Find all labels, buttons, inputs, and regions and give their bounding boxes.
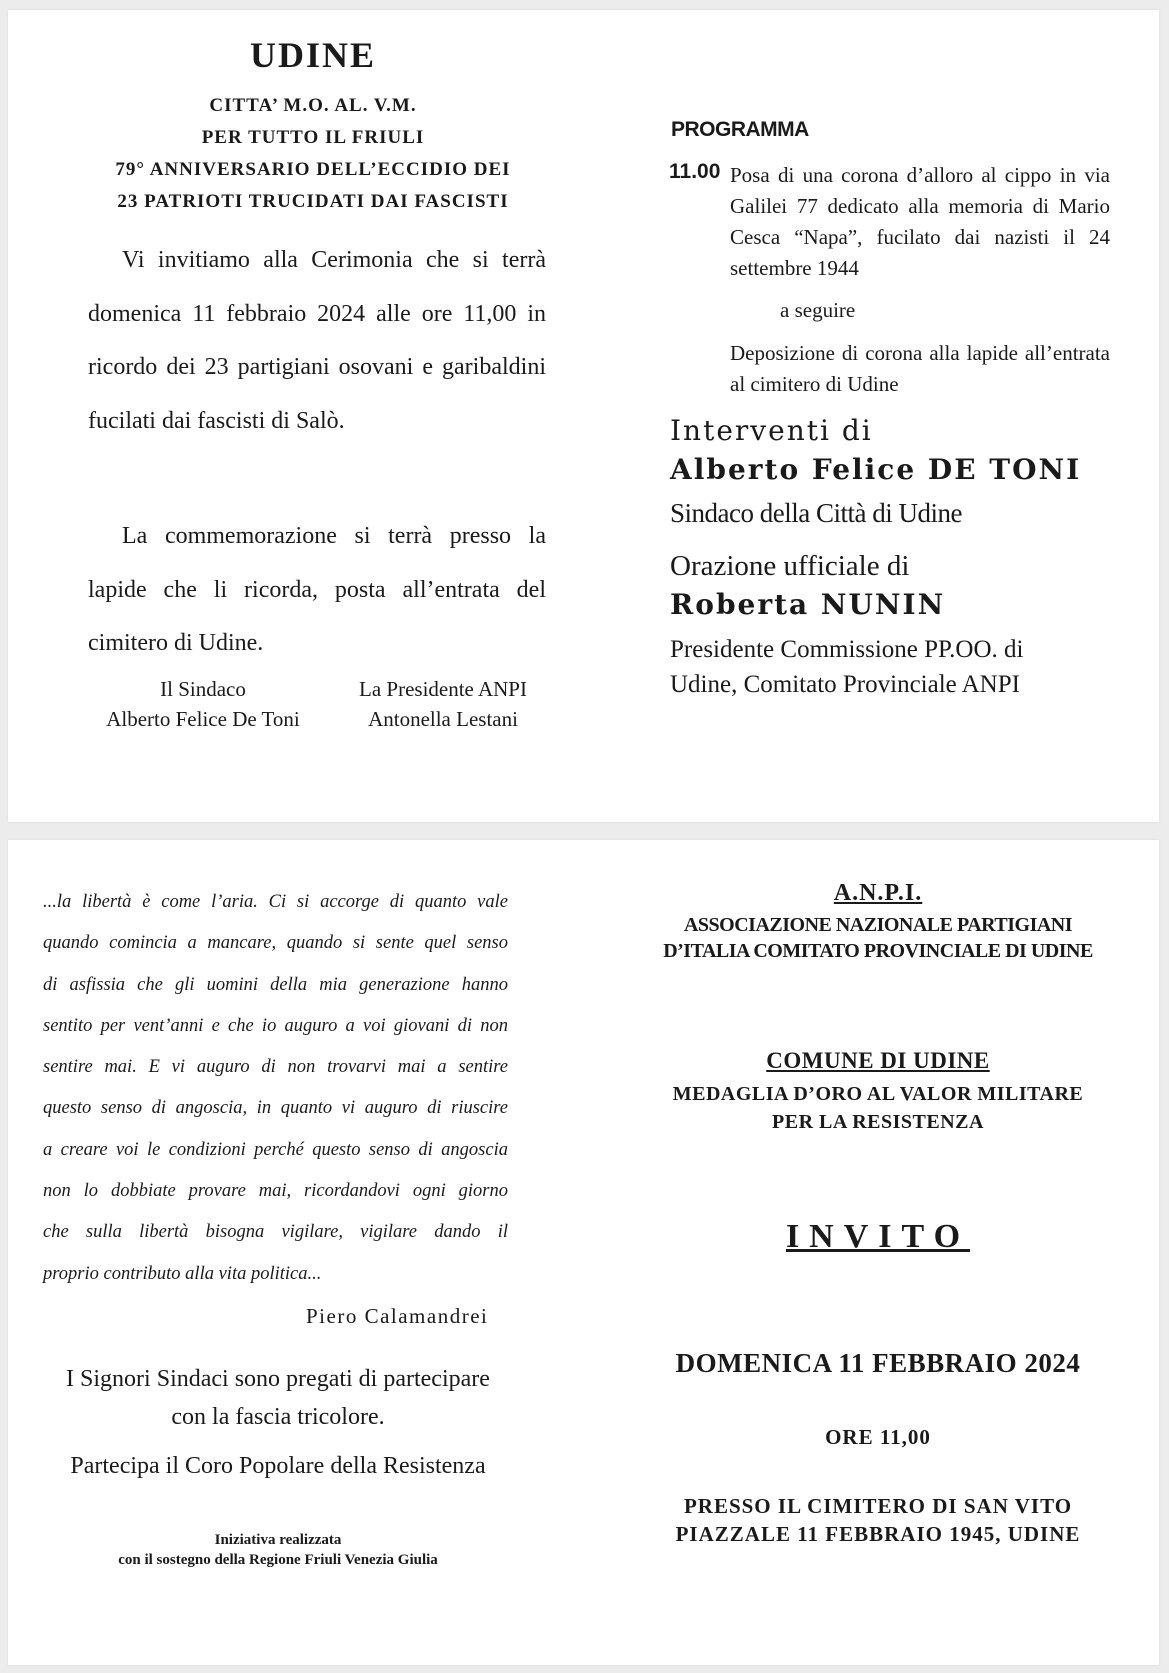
quote-line: ...la libertà è come l’aria. Ci si accorge di quanto vale [43,892,508,912]
invite-paragraph-text: Vi invitiamo alla Cerimonia che si terrà domenica 11 febbraio 2024 alle ore 11,00 in ricordo dei 23 partigiani osovani e garibaldini fucilati dai fascisti di Salò. [88,247,546,434]
signature-anpi-president [338,674,548,734]
comune-title: COMUNE DI UDINE [766,1048,990,1073]
invite-paragraph [88,234,546,448]
signature-role: Il Sindaco [160,677,246,701]
event-place-line: PIAZZALE 11 FEBBRAIO 1945, UDINE [675,1522,1081,1546]
subtitle-line: 79° ANNIVERSARIO DELL’ECCIDIO DEI [115,159,511,180]
programme-item-deposition: Deposizione di corona alla lapide all’entrata al cimitero di Udine [730,341,1110,396]
quote-line: questo senso di angoscia, in quanto vi auguro di riuscire [43,1098,508,1119]
mayors-note-line: con la fascia tricolore. [171,1404,385,1430]
subtitle-line: 23 PATRIOTI TRUCIDATI DAI FASCISTI [117,191,509,212]
programme-a-seguire: a seguire [780,298,856,322]
anpi-fullname-line: D’ITALIA COMITATO PROVINCIALE DI UDINE [663,940,1093,962]
ceremony-subtitle [8,90,618,218]
invito-title: INVITO [785,1218,971,1255]
orazione-label: Orazione ufficiale di [670,550,910,582]
sponsor-note [8,1530,548,1570]
quote-line: sentito per vent’anni e che io auguro a voi giovani di non [43,1015,508,1036]
signature-name: Alberto Felice De Toni [106,707,300,731]
quote-author: Piero Calamandrei [306,1304,489,1328]
speaker-role-line: Presidente Commissione PP.OO. di [670,636,1024,663]
mayors-note-line: I Signori Sindaci sono pregati di partecipare [66,1366,490,1392]
choir-note: Partecipa il Coro Popolare della Resistenza [70,1453,486,1479]
medal-line: PER LA RESISTENZA [772,1111,984,1133]
quote-line: che sulla libertà bisogna vigilare, vigilare dando il [43,1222,508,1243]
speaker-mayor-role: Sindaco della Città di Udine [670,498,962,528]
sponsor-line: con il sostegno della Regione Friuli Venezia Giulia [118,1552,438,1568]
calamandrei-quote [43,882,508,1295]
invitation-cover-page [8,840,1159,1665]
speaker-orator-role [670,632,1024,702]
programma-heading: PROGRAMMA [671,118,809,141]
speaker-orator-name: Roberta NUNIN [670,588,946,621]
speaker-mayor-name: Alberto Felice DE TONI [670,453,1082,486]
quote-line: di asfissia che gli uomini della mia generazione hanno [43,974,508,995]
quote-line: a creare voi le condizioni perché questo senso di angoscia [43,1139,508,1160]
event-place-line: PRESSO IL CIMITERO DI SAN VITO [683,1494,1073,1518]
signature-role: La Presidente ANPI [359,677,527,701]
quote-line: proprio contributo alla vita politica... [43,1263,322,1284]
commemoration-paragraph-text: La commemorazione si terrà presso la lapide che li ricorda, posta all’entrata del cimitero di Udine. [88,523,546,656]
signature-name: Antonella Lestani [368,707,518,731]
invitation-inner-page [8,10,1159,822]
quote-line: sentire mai. E vi auguro di non trovarvi mai a sentire [43,1057,508,1078]
city-title: UDINE [249,35,376,75]
signature-mayor [78,674,328,734]
quote-line: non lo dobbiate provare mai, ricordandovi ogni giorno [43,1181,508,1202]
interventi-label: Interventi di [670,414,873,447]
subtitle-line: CITTA’ M.O. AL. V.M. [209,95,417,116]
event-time: ORE 11,00 [825,1425,931,1449]
gold-medal-line [628,1080,1128,1136]
programme-item-wreath: Posa di una corona d’alloro al cippo in via Galilei 77 dedicato alla memoria di Mario Cesca “Napa”, fucilato dai nazisti il 24 settembre 1944 [730,163,1110,280]
subtitle-line: PER TUTTO IL FRIULI [201,127,425,148]
anpi-acronym: A.N.P.I. [833,880,923,906]
speaker-role-line: Udine, Comitato Provinciale ANPI [670,671,1020,698]
event-place [628,1492,1128,1548]
commemoration-paragraph [88,510,546,671]
quote-line: quando comincia a mancare, quando si sente quel senso [43,933,508,954]
event-date: DOMENICA 11 FEBBRAIO 2024 [675,1348,1081,1378]
programme-time: 11.00 [669,160,721,183]
sponsor-line: Iniziativa realizzata [214,1532,342,1548]
medal-line: MEDAGLIA D’ORO AL VALOR MILITARE [672,1083,1084,1105]
anpi-fullname [628,912,1128,964]
mayors-note [8,1360,548,1436]
anpi-fullname-line: ASSOCIAZIONE NAZIONALE PARTIGIANI [683,914,1073,936]
